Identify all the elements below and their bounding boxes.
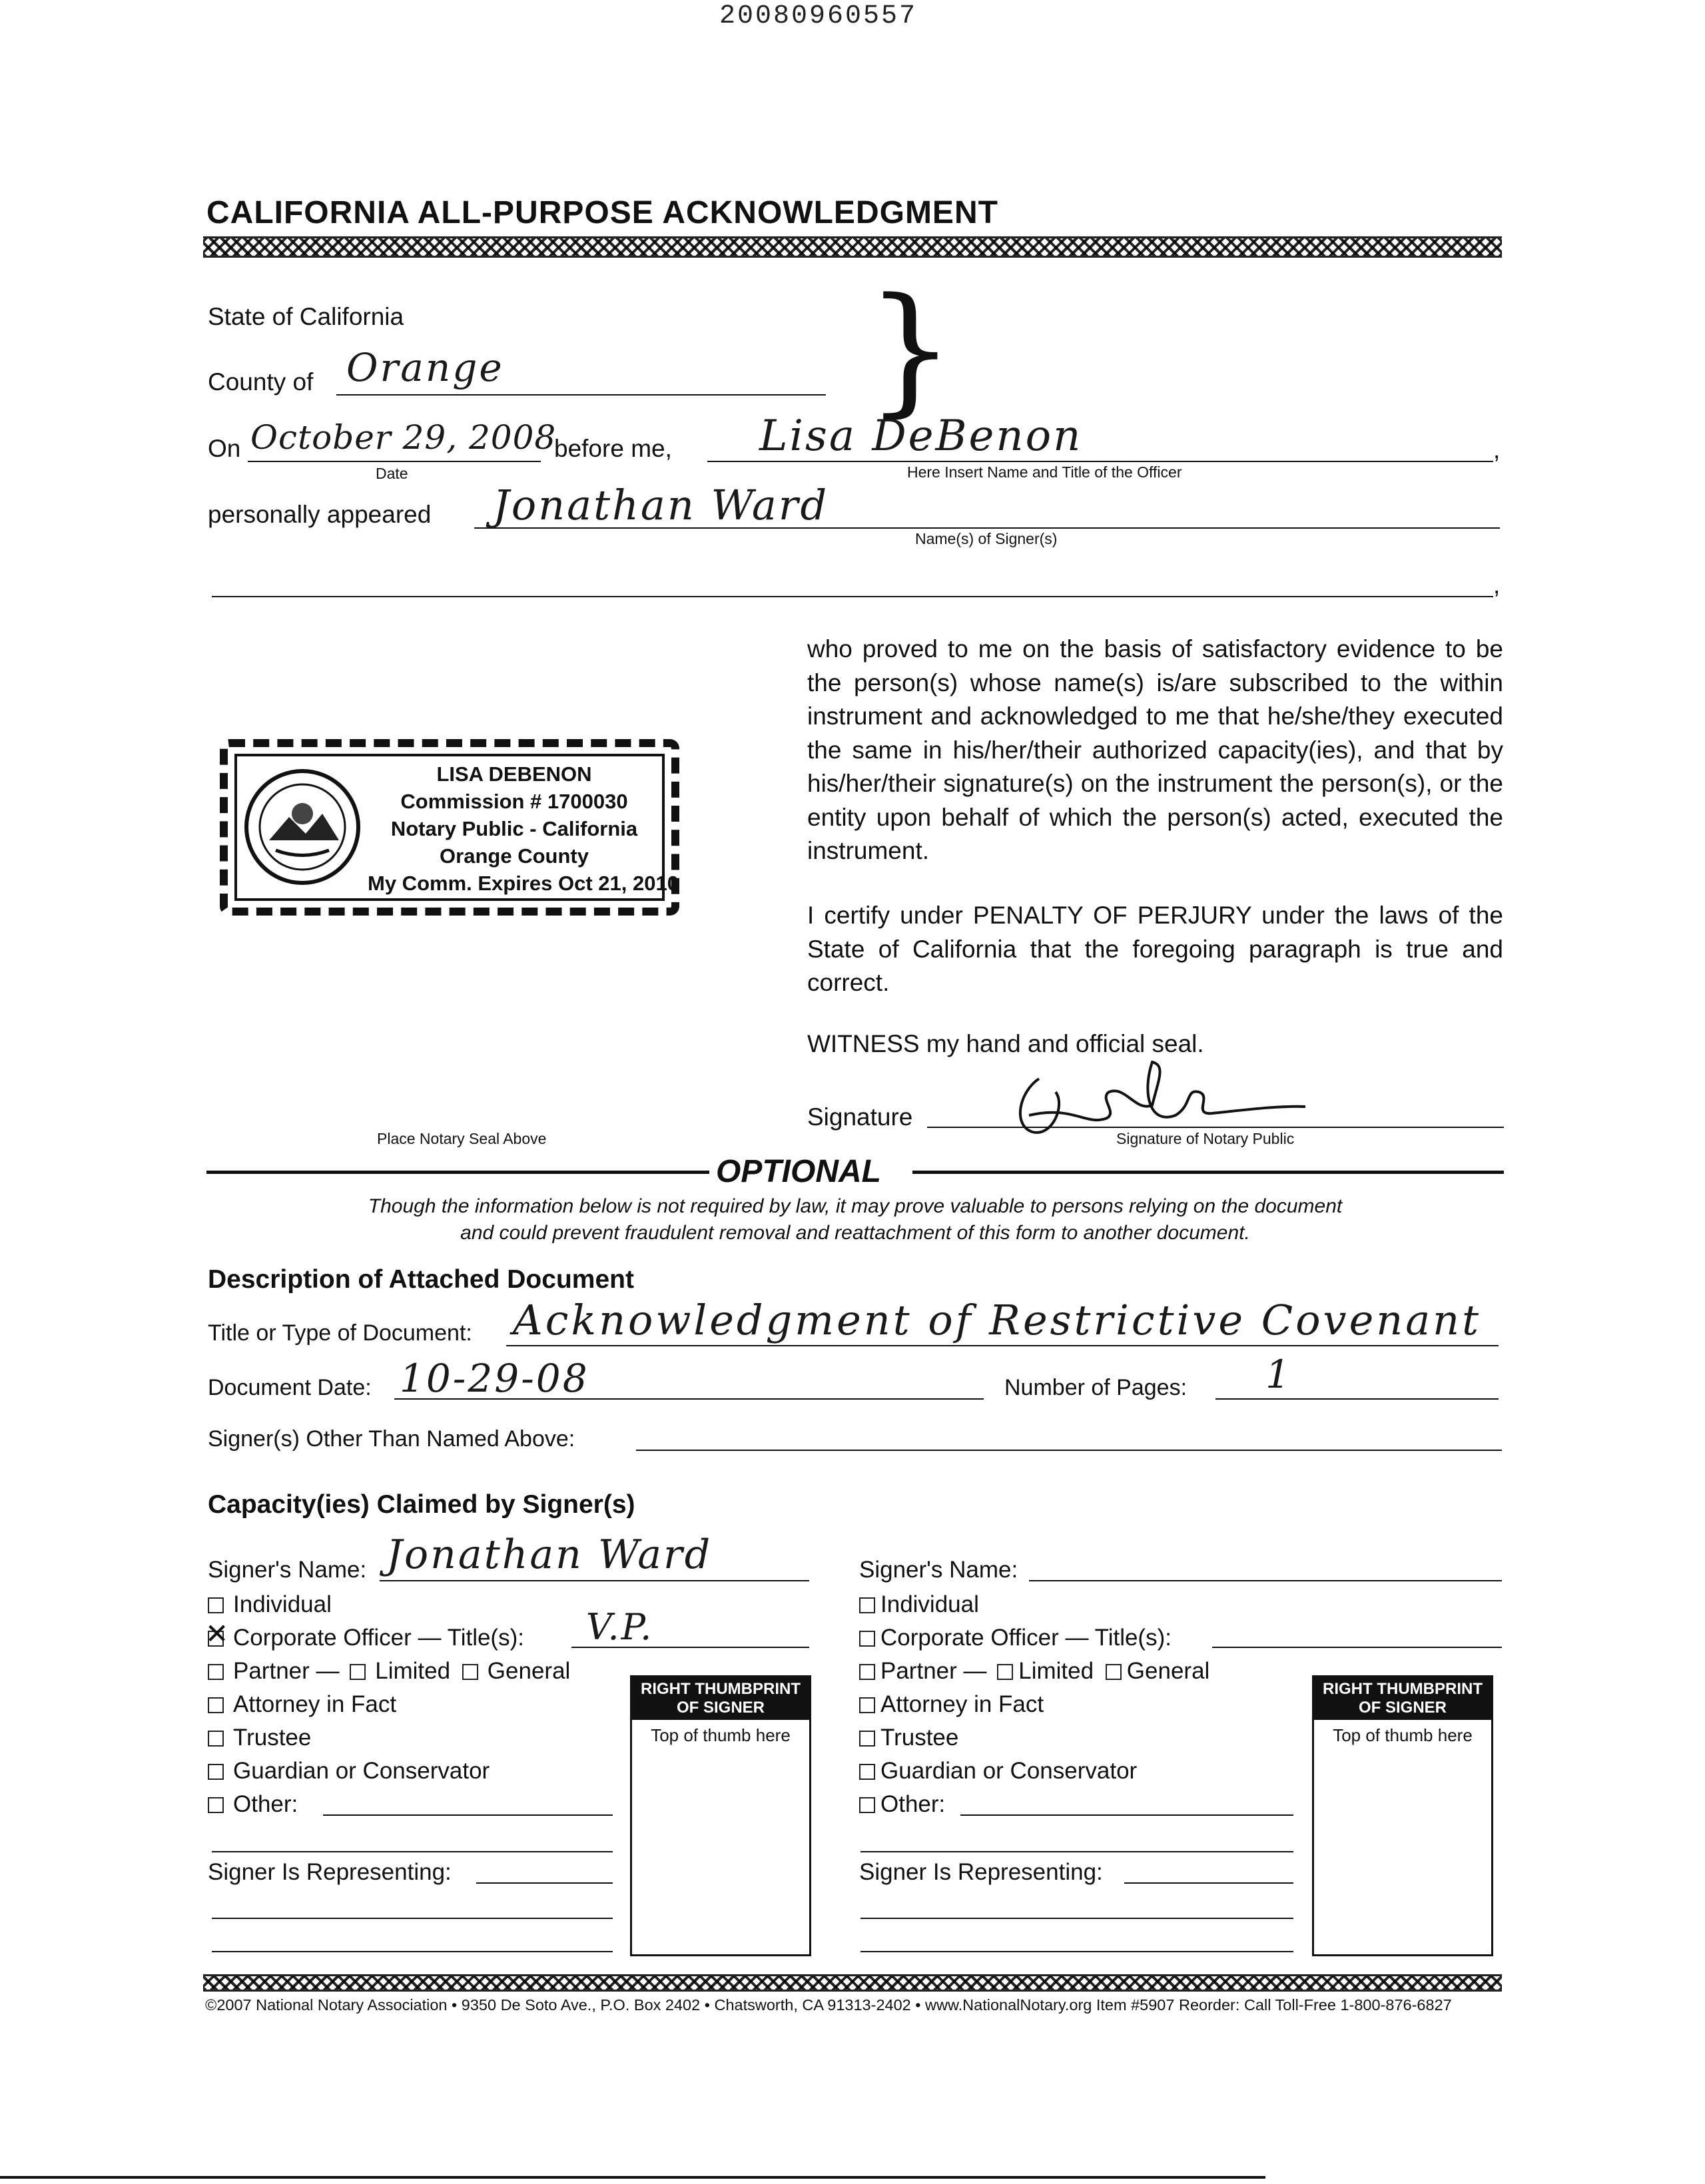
left-option-corporate: ✕Corporate Officer — Title(s):	[208, 1625, 524, 1651]
optional-note-line-1: Though the information below is not required by law, it may prove valuable to persons relying on the document	[368, 1195, 1343, 1217]
perjury-paragraph: I certify under PENALTY OF PERJURY under the laws of the State of California that the foregoing paragraph is true and correct.	[807, 902, 1503, 996]
right-partner-checkbox[interactable]	[859, 1664, 875, 1680]
left-other-line-2	[212, 1851, 613, 1852]
footer-publisher: ©2007 National Notary Association • 9350 De Soto Ave., P.O. Box 2402 • Chatsworth, CA 91313-2402 • www.NationalNotary.org Item #5907 Reorder: Call Toll-Free 1-800-876-6827	[205, 1996, 1452, 2014]
left-signer-name-value: Jonathan Ward	[386, 1531, 713, 1578]
left-partner-checkbox[interactable]	[208, 1664, 224, 1680]
document-number: 20080960557	[719, 1, 918, 31]
left-representing-line-3	[212, 1951, 613, 1952]
signature-label: Signature	[807, 1103, 913, 1131]
signer-value: Jonathan Ward	[493, 481, 829, 529]
left-option-trustee: Trustee	[208, 1725, 311, 1751]
signer-caption: Name(s) of Signer(s)	[915, 530, 1058, 547]
right-representing-line-3	[860, 1951, 1293, 1952]
left-option-attorney: Attorney in Fact	[208, 1691, 396, 1718]
attached-document-heading: Description of Attached Document	[208, 1265, 634, 1294]
document-date-value: 10-29-08	[400, 1356, 589, 1401]
right-general-checkbox[interactable]	[1106, 1664, 1122, 1680]
document-date-label: Document Date:	[208, 1375, 372, 1400]
right-signer-name-line	[1029, 1580, 1502, 1581]
document-title-label: Title or Type of Document:	[208, 1320, 472, 1346]
right-option-trustee: Trustee	[859, 1725, 958, 1751]
seal-caption: Place Notary Seal Above	[377, 1130, 547, 1147]
decorative-border-bottom	[203, 1974, 1502, 1992]
left-option-other: Other:	[208, 1791, 298, 1818]
left-representing-label: Signer Is Representing:	[208, 1859, 452, 1885]
right-guardian-checkbox[interactable]	[859, 1764, 875, 1780]
left-other-line	[323, 1814, 613, 1816]
left-other-checkbox[interactable]	[208, 1797, 224, 1813]
date-line	[248, 461, 541, 462]
right-representing-label: Signer Is Representing:	[859, 1859, 1103, 1885]
left-representing-line-2	[212, 1918, 613, 1919]
officer-line	[707, 461, 1493, 462]
right-title-line	[1212, 1647, 1502, 1648]
signer-line-2	[212, 596, 1493, 597]
venue-brace: }	[866, 268, 955, 431]
other-signers-line	[636, 1450, 1502, 1451]
right-option-guardian: Guardian or Conservator	[859, 1758, 1137, 1784]
date-value: October 29, 2008	[250, 418, 557, 457]
left-option-individual: Individual	[208, 1591, 332, 1618]
state-seal-icon	[242, 767, 362, 887]
state-label: State of California	[208, 303, 404, 330]
seal-name: LISA DEBENON	[436, 762, 592, 786]
right-individual-checkbox[interactable]	[859, 1597, 875, 1613]
left-option-guardian: Guardian or Conservator	[208, 1758, 490, 1784]
personally-appeared-label: personally appeared	[208, 501, 432, 528]
optional-note-line-2: and could prevent fraudulent removal and reattachment of this form to another document.	[460, 1222, 1250, 1244]
right-thumbprint-note: Top of thumb here	[1333, 1725, 1473, 1745]
number-of-pages-line	[1215, 1398, 1499, 1400]
left-signer-name-line	[380, 1580, 809, 1581]
left-general-checkbox[interactable]	[462, 1664, 478, 1680]
optional-rule-left	[206, 1171, 709, 1174]
right-trustee-checkbox[interactable]	[859, 1731, 875, 1747]
left-representing-line	[476, 1882, 613, 1884]
county-value: Orange	[346, 345, 504, 390]
left-corporate-checkbox[interactable]	[208, 1631, 224, 1647]
right-option-other: Other:	[859, 1791, 945, 1818]
right-representing-line-2	[860, 1918, 1293, 1919]
signature-caption: Signature of Notary Public	[1116, 1130, 1295, 1147]
left-option-partner: Partner — Limited General	[208, 1658, 570, 1685]
document-title-value: Acknowledgment of Restrictive Covenant	[513, 1296, 1481, 1344]
county-label: County of	[208, 368, 314, 396]
left-thumbprint-header: RIGHT THUMBPRINT OF SIGNER	[632, 1677, 809, 1720]
right-limited-checkbox[interactable]	[997, 1664, 1013, 1680]
document-title-line	[506, 1345, 1499, 1346]
left-title-value: V.P.	[586, 1606, 654, 1648]
seal-county: Orange County	[440, 844, 589, 868]
optional-heading: OPTIONAL	[716, 1154, 881, 1189]
scan-edge-line	[0, 2176, 1265, 2179]
right-other-line-2	[860, 1851, 1293, 1852]
right-other-checkbox[interactable]	[859, 1797, 875, 1813]
right-thumbprint-header: RIGHT THUMBPRINT OF SIGNER	[1314, 1677, 1491, 1720]
county-line	[336, 394, 826, 396]
right-thumbprint-box	[1312, 1675, 1493, 1956]
left-attorney-checkbox[interactable]	[208, 1697, 224, 1713]
capacity-heading: Capacity(ies) Claimed by Signer(s)	[208, 1490, 635, 1519]
date-caption: Date	[376, 465, 408, 482]
right-signer-name-label: Signer's Name:	[859, 1557, 1018, 1583]
officer-caption: Here Insert Name and Title of the Officer	[907, 463, 1182, 481]
left-thumbprint-box	[630, 1675, 811, 1956]
number-of-pages-label: Number of Pages:	[1004, 1375, 1188, 1400]
right-option-individual: Individual	[859, 1591, 979, 1618]
right-option-attorney: Attorney in Fact	[859, 1691, 1044, 1718]
certificate-paragraph: who proved to me on the basis of satisfactory evidence to be the person(s) whose name(s) is/are subscribed to the within instrument and acknowledged to me that he/she/they executed the same in his/her/their authorized capacity(ies), and that by his/her/their signature(s) on the instrument the person(s), or the entity upon behalf of which the person(s) acted, executed the instrument.	[807, 635, 1503, 864]
right-option-corporate: Corporate Officer — Title(s):	[859, 1625, 1172, 1651]
number-of-pages-value: 1	[1265, 1352, 1292, 1397]
officer-comma: ,	[1493, 436, 1501, 463]
decorative-border-top	[203, 236, 1502, 258]
on-label: On	[208, 435, 241, 462]
left-thumbprint-note: Top of thumb here	[651, 1725, 791, 1745]
right-corporate-checkbox[interactable]	[859, 1631, 875, 1647]
optional-rule-right	[912, 1171, 1504, 1174]
left-guardian-checkbox[interactable]	[208, 1764, 224, 1780]
signer-line-comma: ,	[1493, 571, 1501, 599]
seal-commission: Commission # 1700030	[400, 790, 628, 813]
optional-note	[206, 1193, 1504, 1246]
other-signers-label: Signer(s) Other Than Named Above:	[208, 1426, 575, 1452]
right-option-partner: Partner — Limited General	[859, 1658, 1209, 1685]
seal-expiration: My Comm. Expires Oct 21, 2010	[368, 872, 679, 895]
left-trustee-checkbox[interactable]	[208, 1731, 224, 1747]
witness-line: WITNESS my hand and official seal.	[807, 1030, 1204, 1057]
right-representing-line	[1124, 1882, 1293, 1884]
right-attorney-checkbox[interactable]	[859, 1697, 875, 1713]
left-individual-checkbox[interactable]	[208, 1597, 224, 1613]
left-limited-checkbox[interactable]	[350, 1664, 366, 1680]
seal-title: Notary Public - California	[390, 817, 638, 840]
before-me-label: before me,	[554, 435, 672, 462]
left-signer-name-label: Signer's Name:	[208, 1557, 367, 1583]
notary-seal-stamp	[220, 739, 679, 916]
form-title: CALIFORNIA ALL-PURPOSE ACKNOWLEDGMENT	[206, 195, 998, 230]
right-other-line	[960, 1814, 1293, 1816]
officer-value: Lisa DeBenon	[759, 411, 1083, 461]
